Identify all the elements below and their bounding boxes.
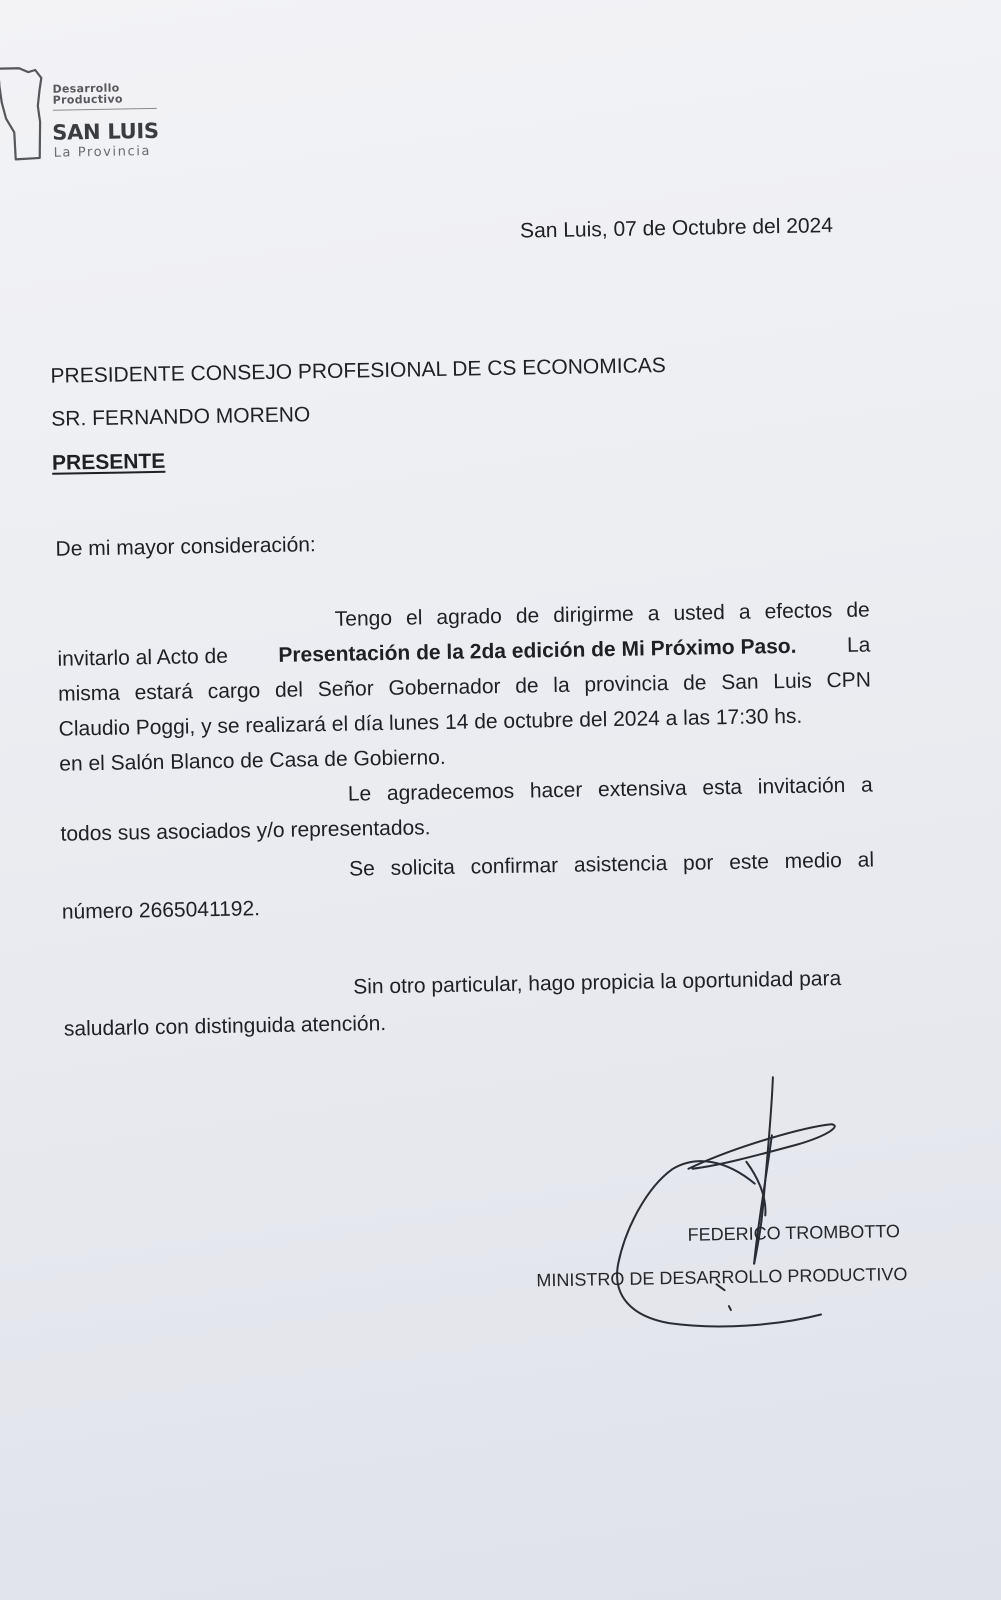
- p1-line2: [57, 634, 870, 672]
- province-map-icon: [0, 66, 47, 167]
- signatory-name: FEDERICO TROMBOTTO: [687, 1221, 901, 1245]
- p3-line2: número 2665041192.: [61, 897, 261, 924]
- word: misma: [57, 681, 121, 706]
- word: de: [682, 671, 707, 695]
- word: Se: [348, 857, 376, 881]
- word: provincia: [584, 672, 669, 697]
- word: al: [857, 848, 875, 872]
- greeting: De mi mayor consideración:: [55, 533, 316, 561]
- word: usted: [673, 601, 726, 625]
- word: de: [515, 604, 540, 628]
- word: a: [738, 600, 751, 624]
- event-name-bold: Presentación de la 2da edición de Mi Próximo Paso.: [278, 634, 797, 667]
- word: CPN: [826, 668, 872, 693]
- p1-line3: [58, 669, 871, 707]
- word: San: [721, 670, 759, 695]
- p2-line2: todos sus asociados y/o representados.: [60, 816, 431, 846]
- word: solicita: [390, 855, 456, 880]
- word: Luis: [773, 669, 813, 694]
- p1-line2-post: La: [846, 633, 871, 657]
- word: invitación: [757, 773, 846, 799]
- letter-date: San Luis, 07 de Octubre del 2024: [519, 214, 834, 243]
- word: esta: [702, 775, 743, 800]
- p1-line1: [335, 599, 870, 632]
- word: por: [682, 851, 714, 875]
- word: Le: [347, 782, 372, 806]
- word: Gobernador: [388, 674, 501, 700]
- word: extensiva: [597, 776, 687, 802]
- closing-line1: Sin otro particular, hago propicia la oportunidad para: [353, 967, 842, 999]
- word: confirmar: [470, 853, 559, 879]
- word: dirigirme: [553, 602, 634, 628]
- signatory-position: MINISTRO DE DESARROLLO PRODUCTIVO: [536, 1263, 908, 1291]
- word: la: [553, 673, 570, 698]
- word: agradecemos: [386, 779, 515, 805]
- word: agrado: [436, 604, 503, 630]
- word: asistencia: [573, 852, 668, 877]
- recipient-title: PRESIDENTE CONSEJO PROFESIONAL DE CS ECONOMICAS: [50, 354, 666, 388]
- p1-line5: en el Salón Blanco de Casa de Gobierno.: [59, 745, 446, 776]
- word: hacer: [529, 778, 583, 803]
- word: Tengo: [334, 606, 393, 631]
- closing-line2: saludarlo con distinguida atención.: [63, 1012, 387, 1041]
- p1-line4: Claudio Poggi, y se realizará el día lunes 14 de octubre del 2024 a las 17:30 hs.: [58, 704, 803, 741]
- word: el: [405, 606, 423, 630]
- logo-san-luis: SAN LUIS: [52, 118, 159, 145]
- logo-line-desarrollo: Desarrollo: [52, 81, 120, 96]
- p1-line2-pre: invitarlo al Acto de: [57, 644, 229, 671]
- presente-heading: PRESENTE: [51, 449, 166, 475]
- word: de: [515, 674, 539, 698]
- word: a: [647, 602, 660, 626]
- word: a: [860, 773, 873, 797]
- word: estará: [134, 680, 194, 705]
- p2-line1: [348, 773, 873, 806]
- san-luis-logo: [0, 64, 167, 167]
- logo-line-productivo: Productivo: [52, 92, 123, 107]
- p3-line1: [349, 848, 874, 881]
- word: de: [846, 598, 870, 622]
- word: medio: [784, 849, 843, 874]
- logo-la-provincia: La Provincia: [53, 143, 152, 161]
- word: Señor: [317, 677, 374, 702]
- word: cargo: [207, 679, 261, 704]
- signature-scribble: [605, 1074, 859, 1338]
- word: del: [274, 678, 304, 702]
- word: efectos: [764, 599, 833, 624]
- word: este: [729, 850, 770, 875]
- recipient-name: SR. FERNANDO MORENO: [51, 403, 311, 431]
- logo-divider: [53, 108, 157, 111]
